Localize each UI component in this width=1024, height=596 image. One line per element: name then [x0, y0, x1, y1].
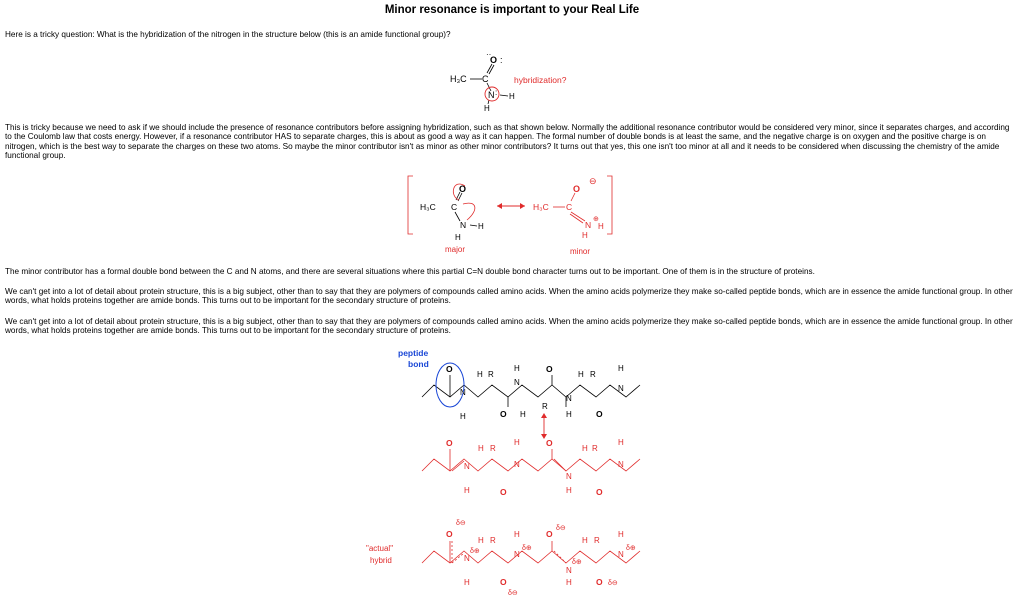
- hydrogen-label: H: [477, 370, 483, 379]
- oxygen-label: O: [446, 438, 453, 448]
- hydrogen-label: H: [582, 536, 588, 545]
- paragraph-minor-contributor: The minor contributor has a formal double bond between the C and N atoms, and there are several situations where this partial C=N double bond character turns out to be important. One of them is in the structure of proteins.: [5, 267, 815, 276]
- r-group-label: R: [594, 536, 600, 545]
- hydrogen-label: H: [509, 92, 515, 101]
- oxygen-label: O: [490, 55, 498, 65]
- nitrogen-label: N: [618, 384, 624, 393]
- resonance-contributors-figure: [405, 172, 625, 262]
- hydrogen-label: H: [566, 410, 572, 419]
- actual-label: "actual": [366, 544, 394, 553]
- hydrogen-label: H: [582, 444, 588, 453]
- oxygen-label: O: [573, 184, 581, 194]
- svg-text:··: ··: [486, 50, 492, 59]
- explanation-paragraph: This is tricky because we need to ask if we should include the presence of resonance contributors before assigning hybridization, such as that shown below. Normally the additional resonance contributor would be considered very minor, since it separates charges, and according to the Coulomb law that costs energy. However, if a resonance contributor HAS to separate charges, this is about as good a way as it can happen. The formal number of double bonds is at least the same, and the negative charge is on oxygen and the positive charge is on nitrogen, which is the best way to separate the charges on these two atoms. So maybe the minor contributor isn't as minor as other minor contributors? It turns out that yes, this one isn't too minor at all and it needs to be considered when discussing the chemistry of the amide functional group.: [5, 123, 1010, 161]
- partial-negative-charge-icon: δ⊖: [608, 580, 618, 587]
- oxygen-label: O: [596, 409, 603, 419]
- oxygen-label: O: [500, 577, 507, 587]
- nitrogen-label: N: [488, 90, 495, 100]
- carbon-label: C: [451, 202, 458, 212]
- hydrogen-label: H: [520, 410, 526, 419]
- nitrogen-label: N: [618, 550, 624, 559]
- hydrogen-label: H: [514, 438, 520, 447]
- hydrogen-label: H: [464, 486, 470, 495]
- positive-charge-icon: ⊕: [593, 216, 599, 223]
- carbon-label: C: [566, 202, 573, 212]
- partial-positive-charge-icon: δ⊕: [522, 545, 532, 552]
- left-bracket: [408, 176, 413, 234]
- svg-text::: :: [500, 55, 503, 65]
- peptide-bond-figure: [360, 345, 670, 595]
- page-title: Minor resonance is important to your Real Life: [384, 4, 640, 16]
- r-group-label: R: [490, 536, 496, 545]
- nitrogen-label: N: [618, 460, 624, 469]
- svg-text::: :: [495, 88, 498, 97]
- oxygen-label: O: [446, 364, 453, 374]
- oxygen-label: O: [459, 184, 467, 194]
- partial-positive-charge-icon: δ⊕: [626, 545, 636, 552]
- bond-label: bond: [408, 359, 429, 369]
- nitrogen-label: N: [460, 220, 467, 230]
- oxygen-label: O: [596, 577, 603, 587]
- nitrogen-label: N: [566, 566, 572, 575]
- partial-positive-charge-icon: δ⊕: [572, 559, 582, 566]
- r-group-label: R: [490, 444, 496, 453]
- nitrogen-label: N: [514, 550, 520, 559]
- hydrogen-label: H: [484, 104, 490, 113]
- carbon-label: C: [482, 74, 489, 84]
- r-group-label: R: [592, 444, 598, 453]
- hydrogen-label: H: [582, 231, 588, 240]
- oxygen-label: O: [546, 529, 553, 539]
- nitrogen-label: N: [514, 378, 520, 387]
- hydrogen-label: H: [464, 578, 470, 587]
- nitrogen-label: N: [566, 394, 572, 403]
- intro-text: Here is a tricky question: What is the hybridization of the nitrogen in the structure below (this is an amide functional group)?: [5, 30, 451, 39]
- hydrogen-label: H: [566, 578, 572, 587]
- nitrogen-label: N: [464, 554, 470, 563]
- partial-negative-charge-icon: δ⊖: [456, 520, 466, 527]
- h3c-label: H₃C: [420, 202, 436, 212]
- h3c-label: H₃C: [533, 202, 549, 212]
- oxygen-label: O: [546, 364, 553, 374]
- hydrogen-label: H: [618, 530, 624, 539]
- oxygen-label: O: [596, 487, 603, 497]
- oxygen-label: O: [446, 529, 453, 539]
- negative-charge-icon: ⊖: [589, 176, 597, 186]
- partial-negative-charge-icon: δ⊖: [556, 525, 566, 532]
- hybrid-label: hybrid: [370, 556, 392, 565]
- paragraph-protein-structure: We can't get into a lot of detail about protein structure, this is a big subject, other than to say that they are polymers of compounds called amino acids. When the amino acids polymerize they make so-called peptide bonds, which are in essence the amide functional group. In other words, what holds proteins together are amide bonds. This turns out to be important for the secondary structure of proteins.: [5, 287, 1013, 306]
- oxygen-label: O: [500, 487, 507, 497]
- r-group-label: R: [542, 402, 548, 411]
- resonance-chain: [422, 449, 640, 471]
- nitrogen-label: N: [585, 220, 592, 230]
- peptide-label: peptide: [398, 348, 429, 358]
- nitrogen-label: N: [514, 460, 520, 469]
- hydrogen-label: H: [598, 222, 604, 231]
- nitrogen-label: N: [464, 462, 470, 471]
- hydrogen-label: H: [478, 444, 484, 453]
- hydrogen-label: H: [618, 364, 624, 373]
- hydrogen-label: H: [514, 530, 520, 539]
- hydrogen-label: H: [514, 364, 520, 373]
- major-label: major: [445, 245, 466, 254]
- partial-negative-charge-icon: δ⊖: [508, 590, 518, 595]
- hydrogen-label: H: [460, 412, 466, 421]
- oxygen-label: O: [500, 409, 507, 419]
- minor-label: minor: [570, 247, 591, 256]
- nitrogen-label: N: [566, 472, 572, 481]
- nitrogen-label: N: [460, 388, 466, 397]
- r-group-label: R: [590, 370, 596, 379]
- right-bracket: [607, 176, 612, 234]
- hydrogen-label: H: [618, 438, 624, 447]
- hybridization-question-label: hybridization?: [514, 75, 567, 85]
- paragraph-protein-structure-repeat: We can't get into a lot of detail about protein structure, this is a big subject, other than to say that they are polymers of compounds called amino acids. When the amino acids polymerize they make so-called peptide bonds, which are in essence the amide functional group. In other words, what holds proteins together are amide bonds. This turns out to be important for the secondary structure of proteins.: [5, 317, 1013, 336]
- r-group-label: R: [488, 370, 494, 379]
- hydrogen-label: H: [478, 222, 484, 231]
- oxygen-label: O: [546, 438, 553, 448]
- hydrogen-label: H: [566, 486, 572, 495]
- hydrogen-label: H: [478, 536, 484, 545]
- hydrogen-label: H: [578, 370, 584, 379]
- partial-positive-charge-icon: δ⊕: [470, 548, 480, 555]
- peptide-chain: [422, 375, 640, 407]
- electron-push-arrow: [463, 203, 475, 220]
- h3c-label: H₃C: [450, 74, 467, 84]
- amide-structure-figure: [440, 50, 600, 114]
- hydrogen-label: H: [455, 233, 461, 242]
